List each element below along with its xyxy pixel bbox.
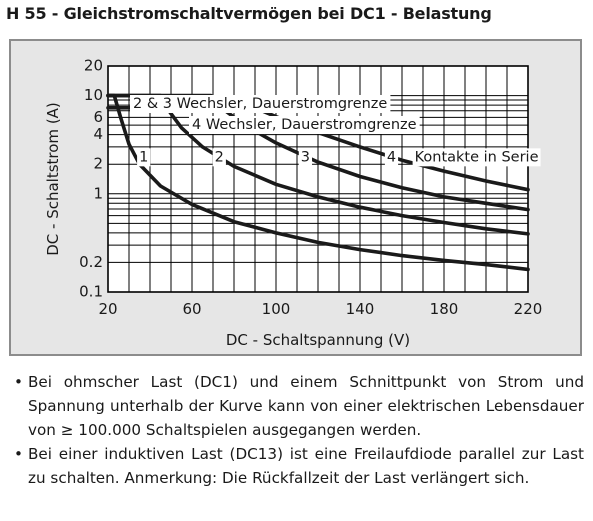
- x-tick-label: 180: [429, 300, 459, 318]
- curve-annotation: [137, 148, 150, 166]
- y-tick-label: 20: [83, 56, 103, 75]
- y-axis-label: DC - Schaltstrom (A): [44, 102, 62, 256]
- notes-list: [14, 370, 584, 490]
- x-tick-label: 20: [98, 300, 118, 318]
- y-tick-label: 6: [93, 107, 103, 126]
- y-tick-label: 4: [93, 125, 103, 144]
- x-tick-label: 100: [261, 300, 291, 318]
- y-tick-label: 1: [93, 184, 103, 203]
- y-tick-label: 0.2: [79, 252, 103, 271]
- note-item: • Bei einer induktiven Last (DC13) ist eine Freilaufdiode parallel zur Last zu schalten. Anmerkung: Die Rückfallzeit der Last verlängert sich.: [14, 442, 584, 490]
- limit-label: [130, 95, 390, 113]
- x-tick-label: 60: [182, 300, 202, 318]
- chart: [11, 41, 580, 354]
- curve-annotation: [299, 148, 312, 166]
- page-title: H 55 - Gleichstromschaltvermögen bei DC1 - Belastung: [6, 4, 492, 23]
- limit-label-text: 2 & 3 Wechsler, Dauerstromgrenze: [133, 96, 388, 112]
- y-tick-label: 2: [93, 154, 103, 173]
- curve-annotation: [385, 148, 398, 166]
- chart-panel: [9, 39, 582, 356]
- curve-annotation: [413, 148, 541, 166]
- note-item: • Bei ohmscher Last (DC1) und einem Schnittpunkt von Strom und Spannung unterhalb der Kurve kann von einer elektrischen Lebensdauer von ≥ 100.000 Schaltspielen ausgegangen werden.: [14, 370, 584, 442]
- x-tick-label: 140: [345, 300, 375, 318]
- curve-annotation-text: 3: [300, 149, 311, 166]
- x-axis-label: DC - Schaltspannung (V): [225, 331, 411, 349]
- curve-annotation: [213, 148, 226, 166]
- limit-label-text: 4 Wechsler, Dauerstromgrenze: [192, 117, 417, 133]
- curve-annotation-text: 1: [139, 149, 149, 166]
- curve-annotation-text: Kontakte in Serie: [414, 149, 539, 166]
- y-tick-label: 0.1: [79, 282, 103, 301]
- y-tick-label: 10: [83, 86, 103, 105]
- curve-annotation-text: 4: [386, 149, 397, 166]
- curve-annotation-text: 2: [214, 149, 224, 166]
- x-tick-label: 220: [513, 300, 543, 318]
- limit-label: [189, 116, 420, 134]
